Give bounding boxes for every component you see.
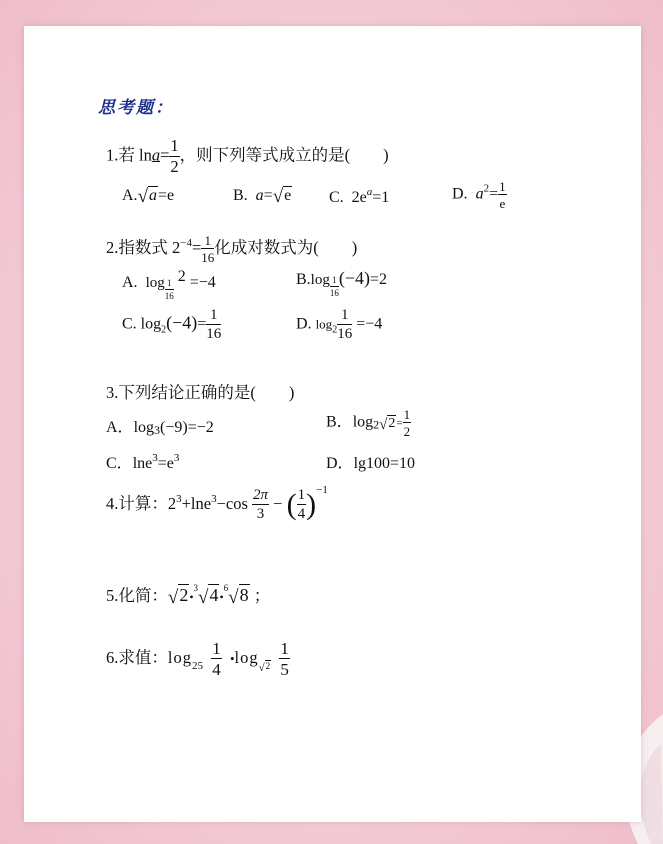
q1-option-c: C. $2e^a=1$ — [329, 186, 390, 206]
q2-option-b: B.log $\frac{1}{16}$ (−4)=2 — [296, 268, 388, 298]
question-6: 6.求值：$\log_{25}$ $\frac{1}{4}$ •log√2 $\frac{1}{5}$ — [106, 639, 289, 679]
question-5: 5.化简：√2•$^3$√4•$^6$√8 ； — [106, 583, 271, 608]
q1-option-a: A.√a=e — [122, 186, 175, 207]
q2-option-a: A. log $\frac{1}{16}$ 2 =−4 — [122, 268, 216, 301]
q1-option-d: D. $a^2=$ $\frac{1}{e}$ — [452, 179, 506, 211]
question-1: 1.若 lna= $\frac{1}{2}$ ，则下列等式成立的是( ) — [106, 136, 389, 176]
fraction-one-half: $\frac{1}{2}$ — [170, 136, 179, 176]
sqrt-e: √e — [272, 186, 292, 207]
question-3: 3.下列结论正确的是( ) — [106, 383, 295, 402]
question-2: 2.指数式 $2^{-4}=$ $\frac{1}{16}$ 化成对数式为( ) — [106, 233, 358, 266]
q3-option-a: A．log3(−9)=−2 — [106, 419, 214, 437]
q3-option-c: C．$\ln e^3=e^3$ — [106, 452, 180, 472]
question-4: 4.计算：$2^3+\ln e^3-\cos$ $\frac{2\pi}{3}$ − ( $\frac{1}{4}$ )$^{-1}$ — [106, 484, 328, 523]
sqrt-a: √a — [137, 186, 157, 207]
q2-option-d: D. $\log_2$ $\frac{1}{16}$ =−4 — [296, 307, 383, 342]
q2-option-c: C. $\log_2(-4)=$ $\frac{1}{16}$ — [122, 307, 222, 342]
q3-option-b: B．log2√2= $\frac{1}{2}$ — [326, 407, 411, 439]
worksheet-title: 思考题： — [98, 98, 174, 117]
q1-option-b: B. a=√e — [233, 186, 292, 207]
q3-option-d: D．lg100=10 — [326, 455, 416, 472]
